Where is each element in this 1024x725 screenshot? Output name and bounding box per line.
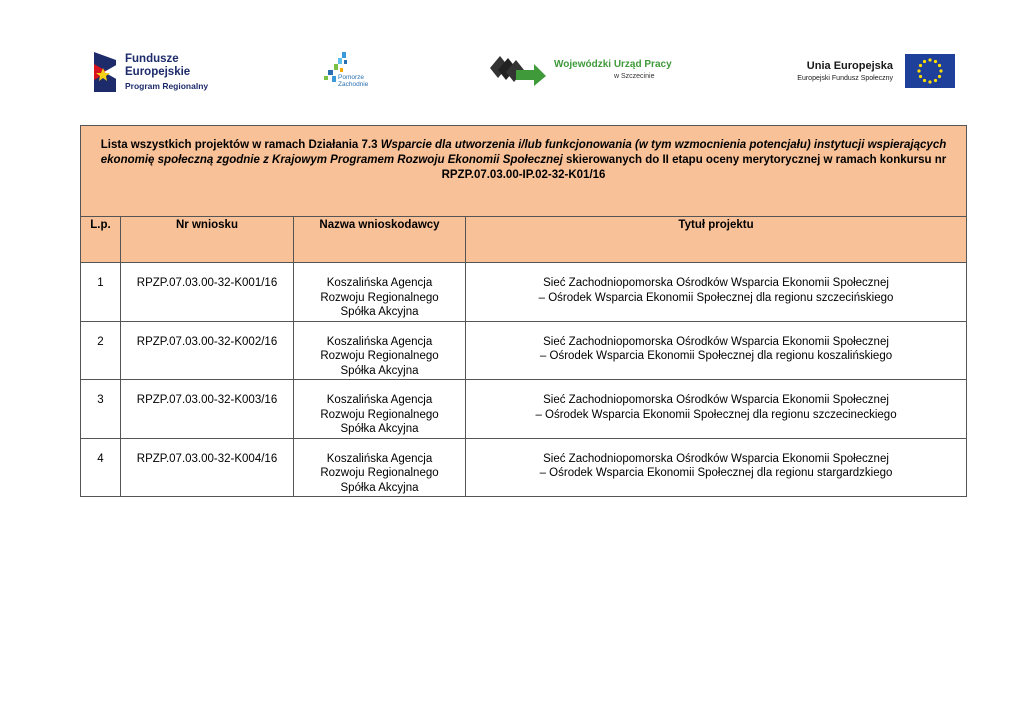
table-row xyxy=(81,380,967,439)
nazwa-line3: Spółka Akcyjna xyxy=(340,423,419,435)
cell-nr: RPZP.07.03.00-32-K004/16 xyxy=(121,438,294,497)
tytul-line2: – Ośrodek Wsparcia Ekonomii Społecznej dla regionu szczecineckiego xyxy=(535,408,897,421)
ue-line2: Europejski Fundusz Społeczny xyxy=(797,75,893,82)
nazwa-line2: Rozwoju Regionalnego xyxy=(320,467,439,479)
cell-nr: RPZP.07.03.00-32-K001/16 xyxy=(121,263,294,322)
nazwa-line1: Koszalińska Agencja xyxy=(326,335,433,348)
nazwa-line3: Spółka Akcyjna xyxy=(340,364,419,377)
cell-lp: 1 xyxy=(81,263,121,322)
header-nr: Nr wniosku xyxy=(121,217,294,263)
tytul-line2: – Ośrodek Wsparcia Ekonomii Społecznej dla regionu koszalińskiego xyxy=(539,350,893,362)
pz-line2: Zachodnie xyxy=(338,81,369,88)
table-row xyxy=(81,263,967,322)
table-header-row xyxy=(81,217,967,263)
cell-nr: RPZP.07.03.00-32-K003/16 xyxy=(121,380,294,439)
nazwa-line3: Spółka Akcyjna xyxy=(340,481,419,494)
tytul-line2: – Ośrodek Wsparcia Ekonomii Społecznej dla regionu stargardzkiego xyxy=(539,467,893,479)
cell-nazwa xyxy=(294,380,466,439)
cell-lp: 3 xyxy=(81,380,121,439)
wup-line1: Wojewódzki Urząd Pracy xyxy=(554,59,672,70)
wup-arrow-icon xyxy=(490,52,550,88)
title-part3: skierowanych do II etapu oceny merytorycznej w ramach konkursu nr RPZP.07.03.00-IP.02-32-K01/16 xyxy=(441,154,947,181)
cell-nazwa xyxy=(294,263,466,322)
tytul-line1: Sieć Zachodniopomorska Ośrodków Wsparcia Ekonomii Społecznej xyxy=(543,394,889,406)
fe-line2: Europejskie xyxy=(125,66,191,78)
tytul-line1: Sieć Zachodniopomorska Ośrodków Wsparcia Ekonomii Społecznej xyxy=(543,335,889,348)
nazwa-line3: Spółka Akcyjna xyxy=(340,306,419,318)
cell-nr: RPZP.07.03.00-32-K002/16 xyxy=(121,321,294,380)
table-row xyxy=(81,321,967,380)
pomorze-zachodnie-logo xyxy=(320,50,380,92)
eu-flag-icon xyxy=(905,54,955,88)
nazwa-line2: Rozwoju Regionalnego xyxy=(320,350,439,362)
nazwa-line1: Koszalińska Agencja xyxy=(326,277,433,289)
cell-nazwa xyxy=(294,321,466,380)
cell-tytul xyxy=(466,438,967,497)
wup-line2: w Szczecinie xyxy=(614,73,655,80)
cell-tytul xyxy=(466,263,967,322)
nazwa-line1: Koszalińska Agencja xyxy=(326,394,433,406)
cell-lp: 4 xyxy=(81,438,121,497)
title-part2: Wsparcie dla utworzenia i/lub funkcjonowania (w tym wzmocnienia potencjału) instytucji wspierających ekonomię społeczną zgodnie z Krajowym Programem Rozwoju Ekonomii Społecznej xyxy=(100,139,947,166)
table-title xyxy=(81,126,967,217)
unia-europejska-logo xyxy=(785,54,955,90)
table-title-row xyxy=(81,126,967,217)
nazwa-line2: Rozwoju Regionalnego xyxy=(320,408,439,421)
fe-line3: Program Regionalny xyxy=(125,81,209,91)
header-lp: L.p. xyxy=(81,217,121,263)
cell-lp: 2 xyxy=(81,321,121,380)
nazwa-line2: Rozwoju Regionalnego xyxy=(320,291,439,304)
tytul-line1: Sieć Zachodniopomorska Ośrodków Wsparcia Ekonomii Społecznej xyxy=(543,452,889,465)
logo-bar xyxy=(0,0,1024,110)
cell-tytul xyxy=(466,380,967,439)
tytul-line2: – Ośrodek Wsparcia Ekonomii Społecznej dla regionu szczecińskiego xyxy=(538,291,894,304)
table-row xyxy=(81,438,967,497)
cell-tytul xyxy=(466,321,967,380)
nazwa-line1: Koszalińska Agencja xyxy=(326,452,433,465)
title-part1: Lista wszystkich projektów w ramach Działania 7.3 xyxy=(100,139,381,151)
header-nazwa: Nazwa wnioskodawcy xyxy=(294,217,466,263)
projects-table xyxy=(80,125,967,497)
ue-line1: Unia Europejska xyxy=(806,60,893,72)
header-tytul: Tytuł projektu xyxy=(466,217,967,263)
cell-nazwa xyxy=(294,438,466,497)
fundusze-europejskie-logo xyxy=(92,48,222,96)
tytul-line1: Sieć Zachodniopomorska Ośrodków Wsparcia Ekonomii Społecznej xyxy=(543,277,889,289)
fe-flag-icon xyxy=(92,50,122,94)
pz-line1: Pomorze xyxy=(338,74,365,81)
fe-line1: Fundusze xyxy=(125,53,179,65)
wup-logo xyxy=(490,52,670,88)
